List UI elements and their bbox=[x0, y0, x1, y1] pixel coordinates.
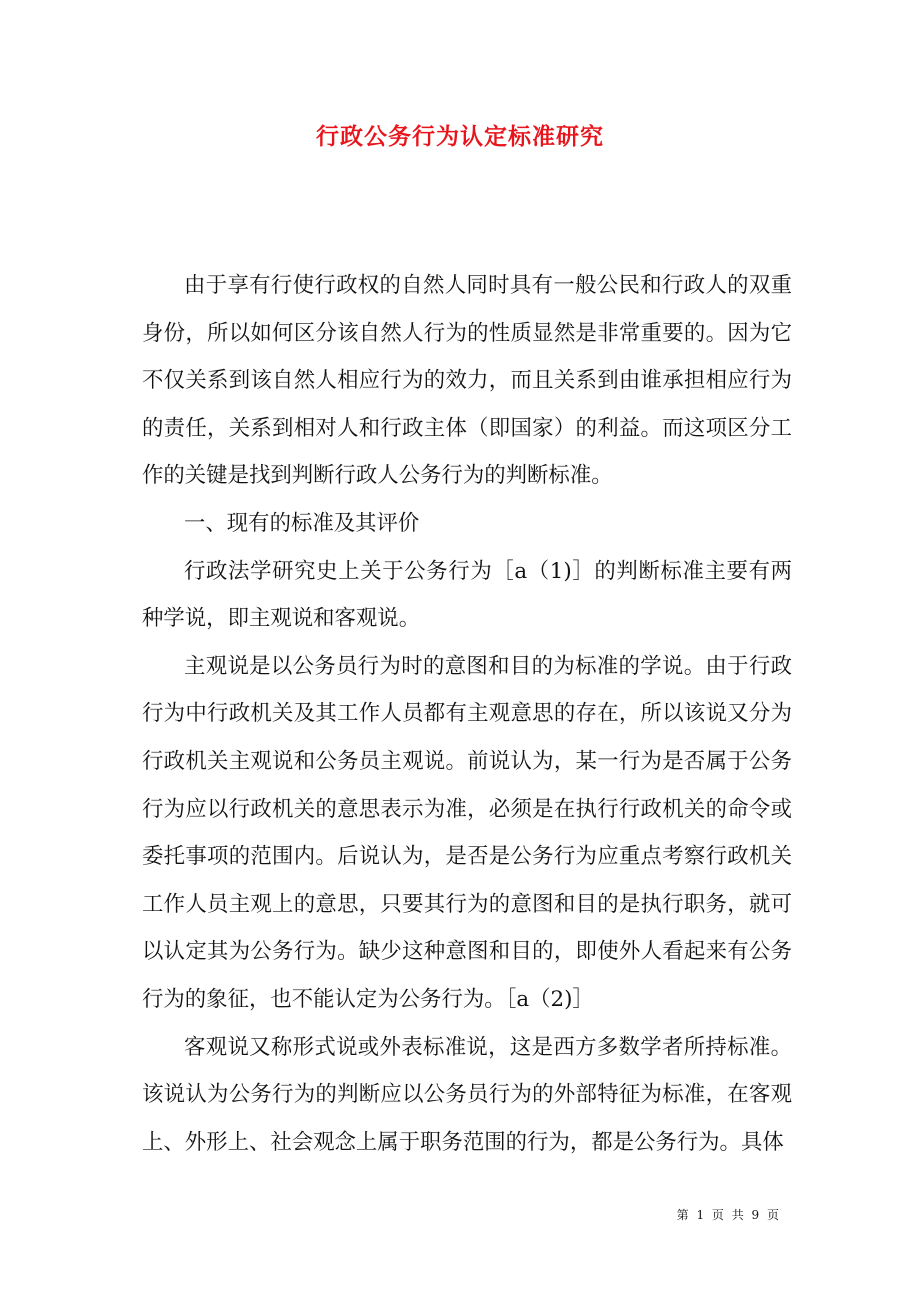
paragraph-objective: 客观说又称形式说或外表标准说，这是西方多数学者所持标准。该说认为公务行为的判断应以公务员行为的外部特征为标准，在客观上、外形上、社会观念上属于职务范围的行为，都是公务行为。具体 bbox=[142, 1034, 792, 1155]
paragraph-intro: 由于享有行使行政权的自然人同时具有一般公民和行政人的双重身份，所以如何区分该自然人行为的性质显然是非常重要的。因为它不仅关系到该自然人相应行为的效力，而且关系到由谁承担相应行为的责任，关系到相对人和行政主体（即国家）的利益。而这项区分工作的关键是找到判断行政人公务行为的判断标准。 bbox=[142, 273, 792, 489]
paragraph-theories: 行政法学研究史上关于公务行为［a（1)］的判断标准主要有两种学说，即主观说和客观说。 bbox=[142, 558, 792, 632]
section-heading: 一、现有的标准及其评价 bbox=[184, 510, 420, 536]
paragraph-subjective: 主观说是以公务员行为时的意图和目的为标准的学说。由于行政行为中行政机关及其工作人员都有主观意思的存在，所以该说又分为行政机关主观说和公务员主观说。前说认为，某一行为是否属于公务行为应以行政机关的意思表示为准，必须是在执行行政机关的命令或委托事项的范围内。后说认为，是否是公务行为应重点考察行政机关工作人员主观上的意思，只要其行为的意图和目的是执行职务，就可以认定其为公务行为。缺少这种意图和目的，即使外人看起来有公务行为的象征，也不能认定为公务行为。［a（2)］ bbox=[142, 653, 792, 1012]
document-title: 行政公务行为认定标准研究 bbox=[316, 123, 604, 150]
document-body bbox=[142, 262, 792, 1166]
page-number-footer: 第 1 页 共 9 页 bbox=[676, 1208, 781, 1222]
